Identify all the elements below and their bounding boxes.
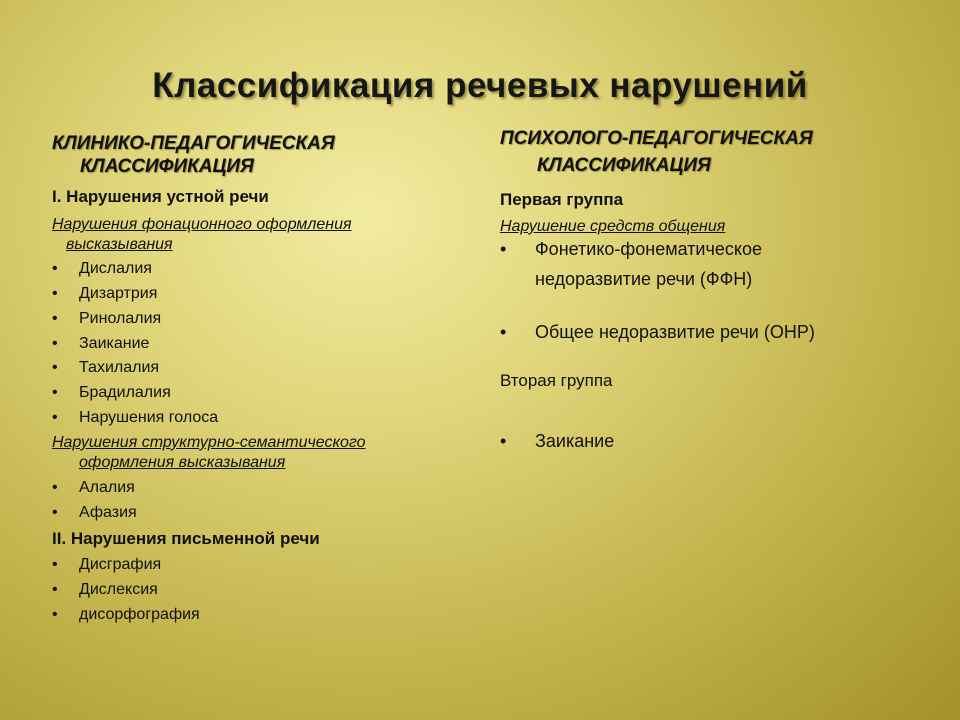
list-item: • Ринолалия <box>52 310 162 327</box>
list-item: • Брадилалия <box>52 384 171 401</box>
bullet-icon: • <box>52 335 58 352</box>
right-heading-line1: ПСИХОЛОГО-ПЕДАГОГИЧЕСКАЯ <box>500 128 813 149</box>
list-item: • Нарушения голоса <box>52 409 219 426</box>
section-written-speech: II. Нарушения письменной речи <box>52 529 320 548</box>
list-item: • Афазия <box>52 504 137 521</box>
subheading-phonation-line1: Нарушения фонационного оформления <box>52 216 352 233</box>
list-item: • Фонетико-фонематическое недоразвитие речи (ФФН) <box>500 234 900 296</box>
list-item: • Тахилалия <box>52 359 160 376</box>
list-item: • Заикание <box>500 426 900 456</box>
list-item: • Общее недоразвитие речи (ОНР) <box>500 317 900 347</box>
bullet-icon: • <box>52 260 58 277</box>
list-item: • Заикание <box>52 335 150 352</box>
subheading-structural-line2: оформления высказывания <box>79 454 286 471</box>
bullet-icon: • <box>52 359 58 376</box>
list-item: • Дислексия <box>52 581 158 598</box>
bullet-icon: • <box>52 479 58 496</box>
bullet-icon: • <box>52 310 58 327</box>
subheading-structural-line1: Нарушения структурно-семантического <box>52 434 366 451</box>
slide-title: Классификация речевых нарушений <box>152 66 808 105</box>
group-first-subheading: Нарушение средств общения <box>500 218 726 235</box>
bullet-icon: • <box>52 384 58 401</box>
section-oral-speech: I. Нарушения устной речи <box>52 187 269 206</box>
list-item: • Дизартрия <box>52 285 158 302</box>
list-item: • Дислалия <box>52 260 152 277</box>
bullet-icon: • <box>52 556 58 573</box>
bullet-icon: • <box>52 581 58 598</box>
bullet-icon: • <box>52 285 58 302</box>
bullet-icon: • <box>500 239 507 259</box>
bullet-icon: • <box>52 504 58 521</box>
group-first: Первая группа <box>500 190 624 209</box>
left-heading-line2: КЛАССИФИКАЦИЯ <box>80 156 254 177</box>
bullet-icon: • <box>52 606 58 623</box>
subheading-phonation-line2: высказывания <box>66 236 173 253</box>
list-item: • Дисграфия <box>52 556 162 573</box>
list-item: • дисорфография <box>52 606 200 623</box>
group-second: Вторая группа <box>500 371 613 390</box>
right-heading-line2: КЛАССИФИКАЦИЯ <box>537 155 711 176</box>
bullet-icon: • <box>500 322 507 342</box>
bullet-icon: • <box>500 431 507 451</box>
list-item: • Алалия <box>52 479 135 496</box>
left-heading-line1: КЛИНИКО-ПЕДАГОГИЧЕСКАЯ <box>52 133 335 154</box>
bullet-icon: • <box>52 409 58 426</box>
